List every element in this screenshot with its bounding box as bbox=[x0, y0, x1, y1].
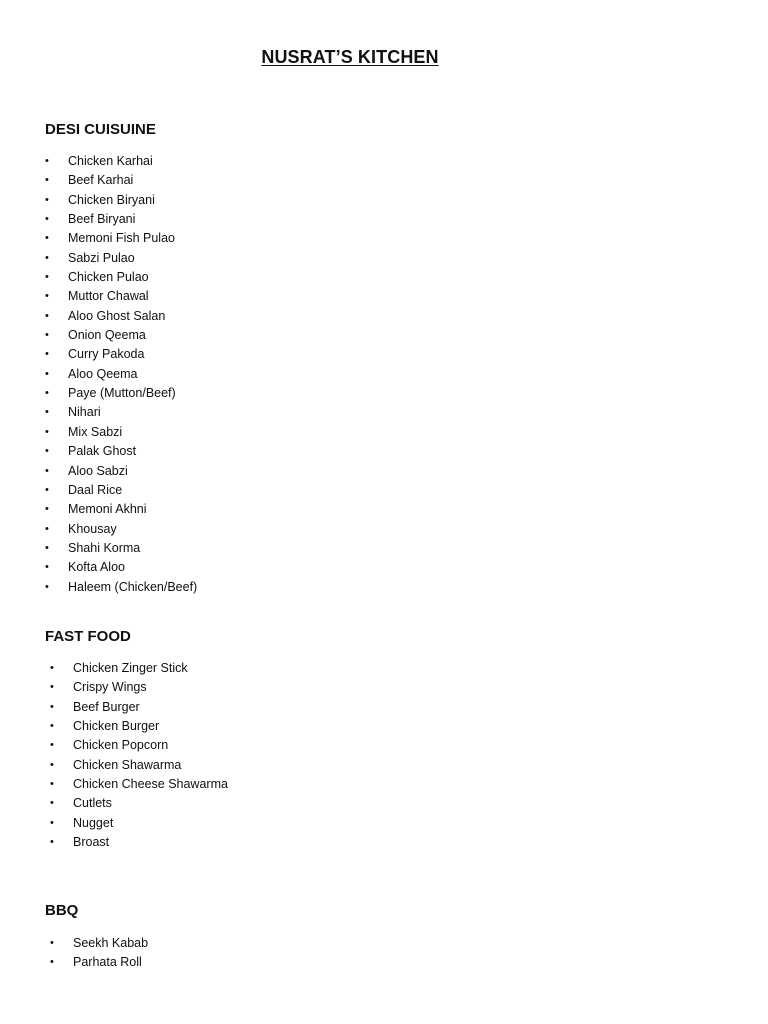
bullet-icon: • bbox=[50, 700, 54, 713]
bullet-icon: • bbox=[50, 836, 54, 849]
list-item-label: Chicken Burger bbox=[73, 719, 160, 734]
list-item-label: Chicken Shawarma bbox=[73, 757, 182, 772]
list-item bbox=[45, 539, 197, 558]
list-item-label: Parhata Roll bbox=[73, 955, 142, 970]
list-item-label: Onion Qeema bbox=[68, 328, 146, 343]
bullet-icon: • bbox=[45, 464, 49, 477]
list-item-label: Chicken Karhai bbox=[68, 154, 153, 168]
list-item bbox=[45, 481, 197, 500]
list-item-label: Beef Biryani bbox=[68, 212, 136, 227]
bullet-icon: • bbox=[45, 406, 49, 419]
section-bbq bbox=[45, 902, 148, 973]
list-item bbox=[45, 152, 197, 171]
list-item-label: Shahi Korma bbox=[68, 540, 141, 555]
bullet-icon: • bbox=[45, 425, 49, 438]
list-item-label: Aloo Sabzi bbox=[68, 463, 128, 478]
section-desi-cuisine bbox=[45, 121, 197, 597]
list-item-label: Chicken Popcorn bbox=[73, 738, 169, 753]
list-item bbox=[45, 558, 197, 577]
list-item-label: Beef Karhai bbox=[68, 173, 134, 188]
list-item bbox=[45, 326, 197, 345]
bullet-icon: • bbox=[50, 956, 54, 969]
menu-list bbox=[45, 934, 148, 973]
bullet-icon: • bbox=[45, 174, 49, 187]
list-item-label: Chicken Cheese Shawarma bbox=[73, 777, 228, 792]
bullet-icon: • bbox=[45, 155, 49, 167]
section-heading: DESI CUISUINE bbox=[45, 121, 156, 138]
list-item bbox=[45, 794, 228, 813]
list-item bbox=[45, 423, 197, 442]
page-title: NUSRAT’S KITCHEN bbox=[261, 47, 439, 67]
list-item bbox=[45, 659, 228, 678]
list-item bbox=[45, 934, 148, 953]
list-item bbox=[45, 287, 197, 306]
bullet-icon: • bbox=[50, 739, 54, 752]
list-item bbox=[45, 500, 197, 519]
list-item-label: Muttor Chawal bbox=[68, 289, 149, 304]
list-item bbox=[45, 365, 197, 384]
bullet-icon: • bbox=[45, 213, 49, 226]
list-item-label: Aloo Qeema bbox=[68, 366, 138, 381]
section-fast-food bbox=[45, 628, 228, 852]
list-item-label: Cutlets bbox=[73, 796, 112, 811]
bullet-icon: • bbox=[45, 232, 49, 245]
menu-list bbox=[45, 152, 197, 597]
list-item bbox=[45, 678, 228, 697]
bullet-icon: • bbox=[50, 681, 54, 694]
section-heading: BBQ bbox=[45, 902, 79, 919]
bullet-icon: • bbox=[45, 251, 49, 264]
bullet-icon: • bbox=[50, 758, 54, 771]
list-item bbox=[45, 736, 228, 755]
list-item-label: Khousay bbox=[68, 521, 117, 536]
list-item-label: Daal Rice bbox=[68, 482, 123, 497]
list-item bbox=[45, 775, 228, 794]
list-item-label: Chicken Biryani bbox=[68, 192, 155, 207]
list-item-label: Paye (Mutton/Beef) bbox=[68, 386, 176, 401]
bullet-icon: • bbox=[45, 522, 49, 535]
list-item bbox=[45, 462, 197, 481]
list-item-label: Chicken Pulao bbox=[68, 270, 149, 285]
list-item-label: Palak Ghost bbox=[68, 444, 137, 459]
bullet-icon: • bbox=[45, 445, 49, 458]
bullet-icon: • bbox=[45, 309, 49, 322]
list-item-label: Curry Pakoda bbox=[68, 347, 145, 362]
bullet-icon: • bbox=[50, 662, 54, 674]
list-item bbox=[45, 756, 228, 775]
bullet-icon: • bbox=[45, 483, 49, 496]
list-item-label: Seekh Kabab bbox=[73, 936, 149, 950]
bullet-icon: • bbox=[45, 503, 49, 516]
list-item-label: Broast bbox=[73, 835, 110, 850]
bullet-icon: • bbox=[45, 193, 49, 206]
list-item bbox=[45, 345, 197, 364]
list-item-label: Mix Sabzi bbox=[68, 424, 123, 439]
list-item-label: Crispy Wings bbox=[73, 680, 147, 695]
list-item bbox=[45, 442, 197, 461]
list-item-label: Sabzi Pulao bbox=[68, 250, 135, 265]
list-item-label: Nugget bbox=[73, 815, 114, 830]
list-item bbox=[45, 578, 197, 597]
list-item-label: Nihari bbox=[68, 405, 101, 420]
list-item-label: Memoni Fish Pulao bbox=[68, 231, 175, 246]
list-item-label: Beef Burger bbox=[73, 699, 140, 714]
bullet-icon: • bbox=[50, 778, 54, 791]
list-item bbox=[45, 384, 197, 403]
bullet-icon: • bbox=[45, 290, 49, 303]
bullet-icon: • bbox=[45, 271, 49, 284]
list-item-label: Kofta Aloo bbox=[68, 560, 125, 575]
bullet-icon: • bbox=[45, 580, 49, 593]
list-item bbox=[45, 268, 197, 287]
bullet-icon: • bbox=[45, 561, 49, 574]
section-heading: FAST FOOD bbox=[45, 628, 131, 645]
list-item bbox=[45, 717, 228, 736]
list-item-label: Haleem (Chicken/Beef) bbox=[68, 579, 198, 594]
list-item bbox=[45, 698, 228, 717]
bullet-icon: • bbox=[50, 937, 54, 949]
list-item bbox=[45, 520, 197, 539]
bullet-icon: • bbox=[45, 367, 49, 380]
bullet-icon: • bbox=[45, 387, 49, 400]
list-item-label: Memoni Akhni bbox=[68, 502, 147, 517]
bullet-icon: • bbox=[50, 797, 54, 810]
menu-list bbox=[45, 659, 228, 852]
bullet-icon: • bbox=[45, 541, 49, 554]
bullet-icon: • bbox=[45, 348, 49, 361]
list-item bbox=[45, 814, 228, 833]
bullet-icon: • bbox=[50, 816, 54, 829]
list-item-label: Aloo Ghost Salan bbox=[68, 308, 166, 323]
list-item bbox=[45, 171, 197, 190]
bullet-icon: • bbox=[45, 329, 49, 342]
list-item bbox=[45, 307, 197, 326]
list-item bbox=[45, 229, 197, 248]
list-item bbox=[45, 403, 197, 422]
list-item bbox=[45, 249, 197, 268]
list-item bbox=[45, 833, 228, 852]
list-item bbox=[45, 191, 197, 210]
list-item bbox=[45, 953, 148, 972]
list-item-label: Chicken Zinger Stick bbox=[73, 661, 188, 675]
list-item bbox=[45, 210, 197, 229]
bullet-icon: • bbox=[50, 720, 54, 733]
